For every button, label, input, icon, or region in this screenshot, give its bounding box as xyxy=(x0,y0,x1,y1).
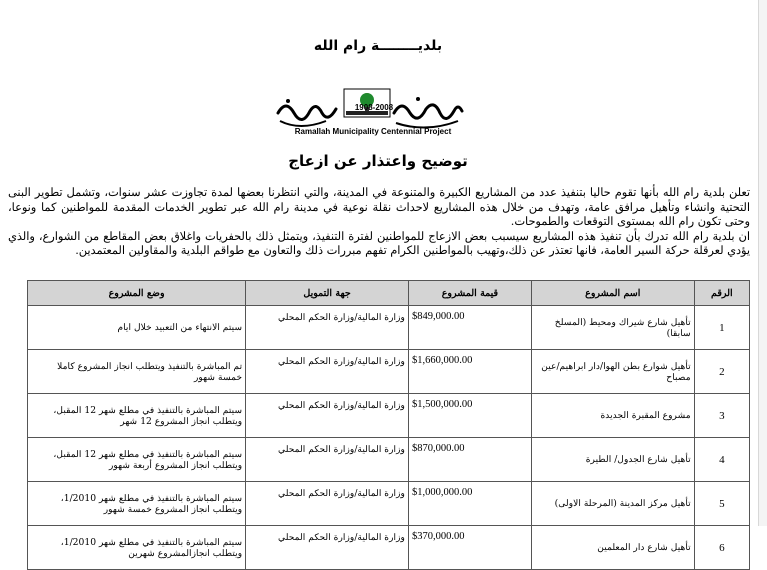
vertical-scrollbar[interactable] xyxy=(758,0,767,526)
cell-funding: وزارة المالية/وزارة الحكم المحلي xyxy=(246,394,409,438)
cell-funding: وزارة المالية/وزارة الحكم المحلي xyxy=(246,350,409,394)
table-row xyxy=(28,306,750,350)
table-row xyxy=(28,482,750,526)
cell-num: 2 xyxy=(694,350,749,394)
header-name: اسم المشروع xyxy=(531,281,694,306)
table-row xyxy=(28,438,750,482)
cell-cost: $1,500,000.00 xyxy=(408,394,531,438)
calligraphy-stroke xyxy=(280,121,326,126)
cell-name: تأهيل شوارع بطن الهوا/دار ابراهيم/عين مصباح xyxy=(531,350,694,394)
calligraphy-dot xyxy=(416,97,420,101)
cell-funding: وزارة المالية/وزارة الحكم المحلي xyxy=(246,438,409,482)
header-num: الرقم xyxy=(694,281,749,306)
cell-funding: وزارة المالية/وزارة الحكم المحلي xyxy=(246,482,409,526)
cell-num: 3 xyxy=(694,394,749,438)
cell-status: سيتم المباشرة بالتنفيذ في مطلع شهر 1/2010، ويتطلب انجازالمشروع شهرين xyxy=(28,526,246,570)
intro-paragraph-2: ان بلدية رام الله تدرك بأن تنفيذ هذه المشاريع سيسبب بعض الازعاج للمواطنين لفترة التنفيذ، ويتمثل ذلك بالحفريات واغلاق بعض المقاطع من الشوارع، والذي يؤدي لعرقلة حركة السير العامة، فانها تعتذر عن ذلك،وتهيب بالمواطنين الكرام تفهم مبررات ذلك والتعاون مع طواقم البلدية والمقاولين المعتمدين. xyxy=(8,229,750,257)
cell-status: سيتم المباشرة بالتنفيذ في مطلع شهر 12 المقبل، ويتطلب انجاز المشروع أربعة شهور xyxy=(28,438,246,482)
cell-cost: $870,000.00 xyxy=(408,438,531,482)
cell-status: سيتم المباشرة بالتنفيذ في مطلع شهر 1/2010، ويتطلب انجاز المشروع خمسة شهور xyxy=(28,482,246,526)
calligraphy-stroke xyxy=(278,106,336,120)
logo-years: 1908-2008 xyxy=(354,103,394,112)
calligraphy-stroke xyxy=(394,105,462,119)
cell-num: 5 xyxy=(694,482,749,526)
cell-name: تأهيل مركز المدينة (المرحلة الاولى) xyxy=(531,482,694,526)
cell-cost: $1,000,000.00 xyxy=(408,482,531,526)
cell-num: 6 xyxy=(694,526,749,570)
header-funding: جهة التمويل xyxy=(246,281,409,306)
cell-funding: وزارة المالية/وزارة الحكم المحلي xyxy=(246,306,409,350)
header-cost: قيمة المشروع xyxy=(408,281,531,306)
cell-name: تأهيل شارع شيراك ومحيط (المسلخ سابقا) xyxy=(531,306,694,350)
cell-status: سيتم الانتهاء من التعبيد خلال ايام xyxy=(28,306,246,350)
table-row xyxy=(28,526,750,570)
cell-funding: وزارة المالية/وزارة الحكم المحلي xyxy=(246,526,409,570)
header-status: وضع المشروع xyxy=(28,281,246,306)
table-row xyxy=(28,394,750,438)
cell-status: تم المباشرة بالتنفيذ ويتطلب انجاز المشروع كاملا خمسة شهور xyxy=(28,350,246,394)
projects-table xyxy=(27,280,750,570)
cell-name: تأهيل شارع دار المعلمين xyxy=(531,526,694,570)
table-header-row xyxy=(28,281,750,306)
logo-subtitle: Ramallah Municipality Centennial Project xyxy=(294,127,452,136)
municipality-heading: بلديــــــــة رام الله xyxy=(313,38,443,54)
cell-num: 4 xyxy=(694,438,749,482)
cell-cost: $849,000.00 xyxy=(408,306,531,350)
cell-num: 1 xyxy=(694,306,749,350)
cell-cost: $1,660,000.00 xyxy=(408,350,531,394)
cell-name: مشروع المقبرة الجديدة xyxy=(531,394,694,438)
page-title: توضيح واعتذار عن ازعاج xyxy=(288,152,468,170)
intro-paragraph-1: تعلن بلدية رام الله بأنها تقوم حاليا بتنفيذ عدد من المشاريع الكبيرة والمتنوعة في المدينة، والتي انتظرنا بعضها لمدة تجاوزت عشر سنوات، وتشمل تطوير البنى التحتية وانشاء وتأهيل مرافق عامة، وتهدف من خلال هذه المشاريع لاحداث نقلة نوعية في مدينة رام الله عبر تطوير الخدمات المقدمة للمواطنين كما ونوعا، وحتى تكون رام الله بمستوى التوقعات والطموحات. xyxy=(8,186,750,228)
table-row xyxy=(28,350,750,394)
intro-text xyxy=(8,186,750,259)
calligraphy-dot xyxy=(286,99,290,103)
cell-cost: $370,000.00 xyxy=(408,526,531,570)
cell-status: سيتم المباشرة بالتنفيذ في مطلع شهر 12 المقبل، ويتطلب انجاز المشروع 12 شهر xyxy=(28,394,246,438)
cell-name: تأهيل شارع الجدول/ الطيرة xyxy=(531,438,694,482)
